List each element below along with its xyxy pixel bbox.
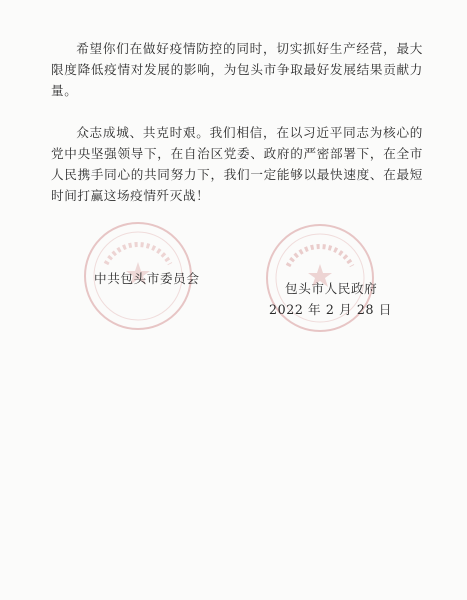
signature-date: 2022 年 2 月 28 日 [269, 302, 392, 317]
signature-government: 包头市人民政府 [285, 281, 378, 296]
signature-committee: 中共包头市委员会 [94, 271, 200, 286]
letter-paragraph-1: 希望你们在做好疫情防控的同时，切实抓好生产经营，最大限度降低疫情对发展的影响，为包头市争取最好发展结果贡献力量。 [51, 41, 423, 98]
letter-paragraph-2: 众志成城、共克时艰。我们相信，在以习近平同志为核心的党中央坚强领导下，在自治区党委、政府的严密部署下，在全市人民携手同心的共同努力下，我们一定能够以最快速度、在最短时间打赢这场疫情歼灭战！ [51, 125, 423, 203]
